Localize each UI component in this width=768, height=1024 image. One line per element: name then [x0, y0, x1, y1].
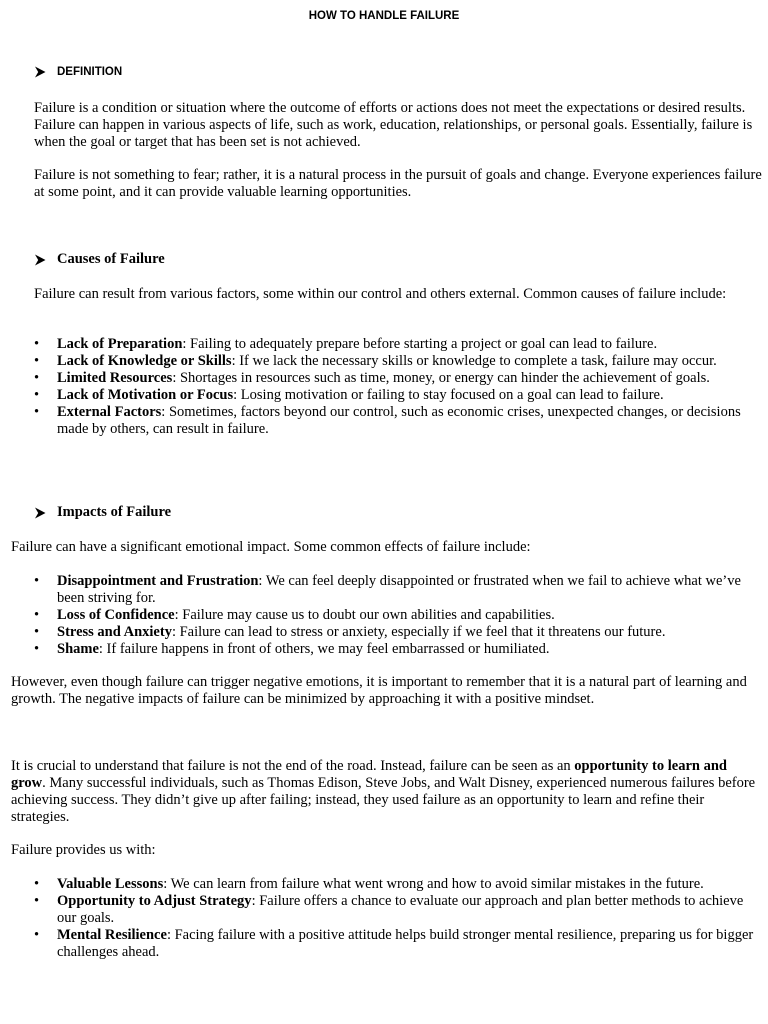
list-item [34, 336, 760, 353]
list-item [34, 573, 760, 607]
definition-paragraph-2: Failure is not something to fear; rather, it is a natural process in the pursuit of goals and change. Everyone experiences failure at some point, and it can provide valuable learning opportunities. [34, 167, 762, 200]
opportunity-text-end: . Many successful individuals, such as Thomas Edison, Steve Jobs, and Walt Disney, experienced numerous failures before achieving success. They didn’t give up after failing; instead, they used failure as an opportunity to learn and refine their strategies. [11, 775, 756, 825]
item-term: Shame [57, 641, 99, 657]
list-item [34, 641, 760, 658]
item-text: : Shortages in resources such as time, money, or energy can hinder the achievement of goals. [172, 370, 710, 386]
impacts-list [34, 573, 760, 658]
item-term: Mental Resilience [57, 927, 167, 943]
arrowhead-bullet-icon [34, 254, 46, 266]
item-text: : Failure offers a chance to evaluate our approach and plan better methods to achieve our goals. [57, 893, 744, 926]
definition-heading-label: DEFINITION [57, 66, 123, 78]
item-term: Lack of Motivation or Focus [57, 387, 234, 403]
item-term: Lack of Preparation [57, 336, 183, 352]
item-text: : We can feel deeply disappointed or frustrated when we fail to achieve what we’ve been striving for. [57, 573, 741, 606]
opportunity-paragraph [11, 758, 763, 826]
list-item [34, 404, 760, 438]
item-term: Disappointment and Frustration [57, 573, 259, 589]
item-text: : We can learn from failure what went wrong and how to avoid similar mistakes in the future. [163, 876, 704, 892]
item-term: Stress and Anxiety [57, 624, 172, 640]
item-text: : Failing to adequately prepare before starting a project or goal can lead to failure. [182, 336, 658, 352]
item-term: Valuable Lessons [57, 876, 164, 892]
item-text: : If failure happens in front of others, we may feel embarrassed or humiliated. [98, 641, 550, 657]
impacts-heading-label: Impacts of Failure [57, 504, 172, 520]
item-text: : Sometimes, factors beyond our control, such as economic crises, unexpected changes, or decisions made by others, can result in failure. [57, 404, 741, 437]
definition-paragraph-1: Failure is a condition or situation where the outcome of efforts or actions does not meet the expectations or desired results. Failure can happen in various aspects of life, such as work, education, relationships, or personal goals. Essentially, failure is when the goal or target that has been set is not achieved. [34, 100, 753, 150]
causes-heading-label: Causes of Failure [57, 251, 165, 267]
opportunity-text-start: It is crucial to understand that failure is not the end of the road. Instead, failure can be seen as an [11, 758, 575, 774]
causes-heading [34, 251, 165, 268]
item-term: Lack of Knowledge or Skills [57, 353, 232, 369]
list-item [34, 370, 760, 387]
list-item [34, 893, 760, 927]
item-term: Limited Resources [57, 370, 173, 386]
list-item [34, 624, 760, 641]
item-term: Opportunity to Adjust Strategy [57, 893, 252, 909]
list-item [34, 927, 760, 961]
impacts-heading [34, 504, 171, 521]
causes-list [34, 336, 760, 438]
arrowhead-bullet-icon [34, 507, 46, 519]
definition-heading [34, 66, 122, 78]
item-text: : Failure may cause us to doubt our own abilities and capabilities. [174, 607, 555, 623]
list-item [34, 876, 760, 893]
item-term: Loss of Confidence [57, 607, 175, 623]
impacts-intro: Failure can have a significant emotional impact. Some common effects of failure include: [11, 539, 531, 555]
impacts-closing: However, even though failure can trigger negative emotions, it is important to remember that it is a natural part of learning and growth. The negative impacts of failure can be minimized by approaching it with a positive mindset. [11, 674, 747, 707]
provides-list [34, 876, 760, 961]
item-text: : Losing motivation or failing to stay focused on a goal can lead to failure. [233, 387, 664, 403]
list-item [34, 353, 760, 370]
list-item [34, 607, 760, 624]
document-title: HOW TO HANDLE FAILURE [308, 10, 460, 22]
provides-intro: Failure provides us with: [11, 842, 156, 858]
item-term: External Factors [57, 404, 162, 420]
arrowhead-bullet-icon [34, 66, 46, 78]
list-item [34, 387, 760, 404]
item-text: : Failure can lead to stress or anxiety, especially if we feel that it threatens our future. [171, 624, 666, 640]
item-text: : Facing failure with a positive attitude helps build stronger mental resilience, preparing us for bigger challenges ahead. [57, 927, 754, 960]
opportunity-emphasis: opportunity to learn and grow [11, 758, 727, 791]
causes-intro: Failure can result from various factors, some within our control and others external. Common causes of failure include: [34, 286, 727, 302]
item-text: : If we lack the necessary skills or knowledge to complete a task, failure may occur. [231, 353, 717, 369]
